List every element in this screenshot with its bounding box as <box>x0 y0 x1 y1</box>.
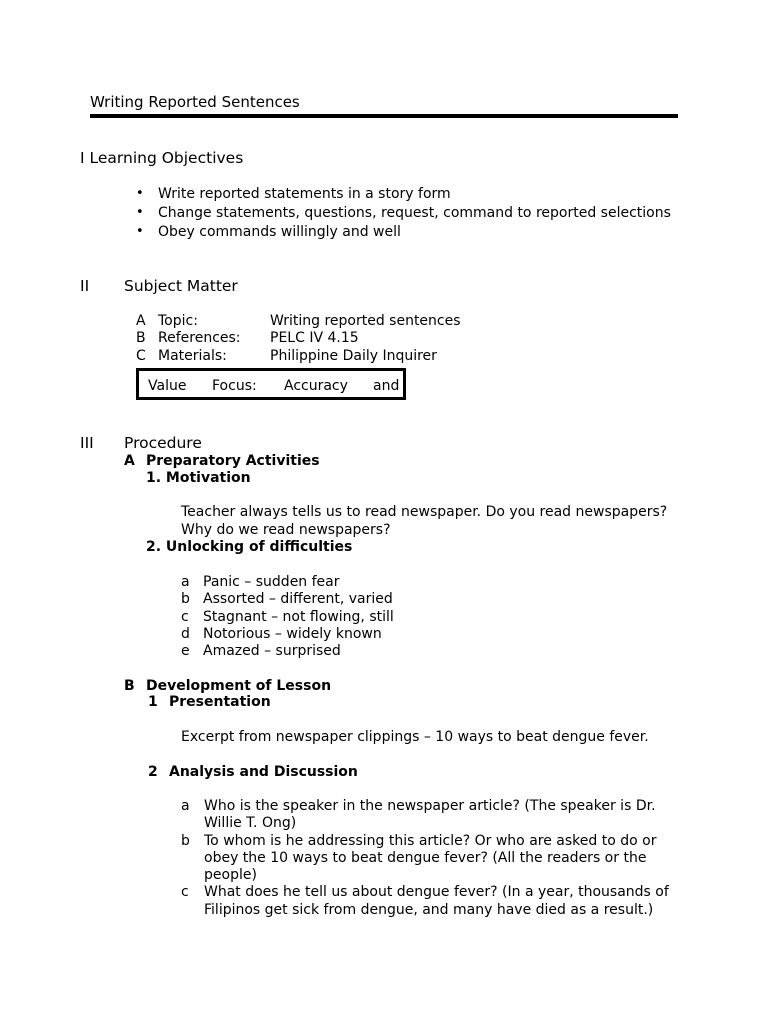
analysis-letter: b <box>181 833 190 849</box>
vocab-letter: b <box>181 591 190 607</box>
vocab-letter: c <box>181 609 189 625</box>
vocab-item: Amazed – surprised <box>203 643 341 659</box>
bullet-icon: • <box>136 186 144 201</box>
analysis-item-line: Filipinos get sick from dengue, and many have died as a result.) <box>204 902 654 918</box>
subject-row-label: References: <box>158 330 241 346</box>
section-numeral: II <box>80 277 90 295</box>
presentation-number: 1 <box>148 694 158 710</box>
section-numeral: III <box>80 434 94 452</box>
subject-row-letter: B <box>136 330 146 346</box>
subject-row-label: Topic: <box>158 313 198 329</box>
value-focus-word: Focus: <box>212 378 257 394</box>
analysis-item-line: To whom is he addressing this article? Or who are asked to do or <box>204 833 657 849</box>
subject-row-letter: A <box>136 313 146 329</box>
motivation-text-line: Why do we read newspapers? <box>181 522 391 538</box>
unlocking-difficulties-heading: 2. Unlocking of difficulties <box>146 539 353 555</box>
preparatory-activities-heading: Preparatory Activities <box>146 453 320 469</box>
analysis-item-line: obey the 10 ways to beat dengue fever? (All the readers or the <box>204 850 647 866</box>
value-focus-word: Value <box>148 378 187 394</box>
value-focus-word: Accuracy <box>284 378 348 394</box>
section-subject-matter-heading: Subject Matter <box>124 277 238 295</box>
analysis-discussion-heading: Analysis and Discussion <box>169 764 358 780</box>
motivation-heading: 1. Motivation <box>146 470 251 486</box>
subject-row-value: PELC IV 4.15 <box>270 330 359 346</box>
vocab-item: Assorted – different, varied <box>203 591 393 607</box>
vocab-letter: d <box>181 626 190 642</box>
analysis-item-line: What does he tell us about dengue fever? (In a year, thousands of <box>204 884 669 900</box>
vocab-item: Stagnant – not flowing, still <box>203 609 394 625</box>
analysis-letter: a <box>181 798 190 814</box>
subsection-letter: B <box>124 678 135 694</box>
subject-row-value: Philippine Daily Inquirer <box>270 348 437 364</box>
bullet-icon: • <box>136 224 144 239</box>
vocab-item: Panic – sudden fear <box>203 574 340 590</box>
title-divider <box>90 114 678 118</box>
subject-row-value: Writing reported sentences <box>270 313 461 329</box>
analysis-item-line: Who is the speaker in the newspaper article? (The speaker is Dr. <box>204 798 656 814</box>
subject-row-label: Materials: <box>158 348 227 364</box>
section-learning-objectives-heading: I Learning Objectives <box>80 149 244 167</box>
vocab-letter: a <box>181 574 190 590</box>
motivation-text-line: Teacher always tells us to read newspaper. Do you read newspapers? <box>181 504 668 520</box>
presentation-text: Excerpt from newspaper clippings – 10 ways to beat dengue fever. <box>181 729 649 745</box>
bullet-icon: • <box>136 205 144 220</box>
development-of-lesson-heading: Development of Lesson <box>146 678 332 694</box>
value-focus-word: and <box>373 378 400 394</box>
analysis-item-line: Willie T. Ong) <box>204 815 297 831</box>
analysis-letter: c <box>181 884 189 900</box>
objective-item: Obey commands willingly and well <box>158 224 401 240</box>
page-title: Writing Reported Sentences <box>90 93 300 111</box>
vocab-item: Notorious – widely known <box>203 626 382 642</box>
analysis-number: 2 <box>148 764 158 780</box>
objective-item: Change statements, questions, request, command to reported selections <box>158 205 671 221</box>
analysis-item-line: people) <box>204 867 257 883</box>
subsection-letter: A <box>124 453 135 469</box>
objective-item: Write reported statements in a story form <box>158 186 451 202</box>
vocab-letter: e <box>181 643 190 659</box>
presentation-heading: Presentation <box>169 694 271 710</box>
section-procedure-heading: Procedure <box>124 434 202 452</box>
subject-row-letter: C <box>136 348 146 364</box>
